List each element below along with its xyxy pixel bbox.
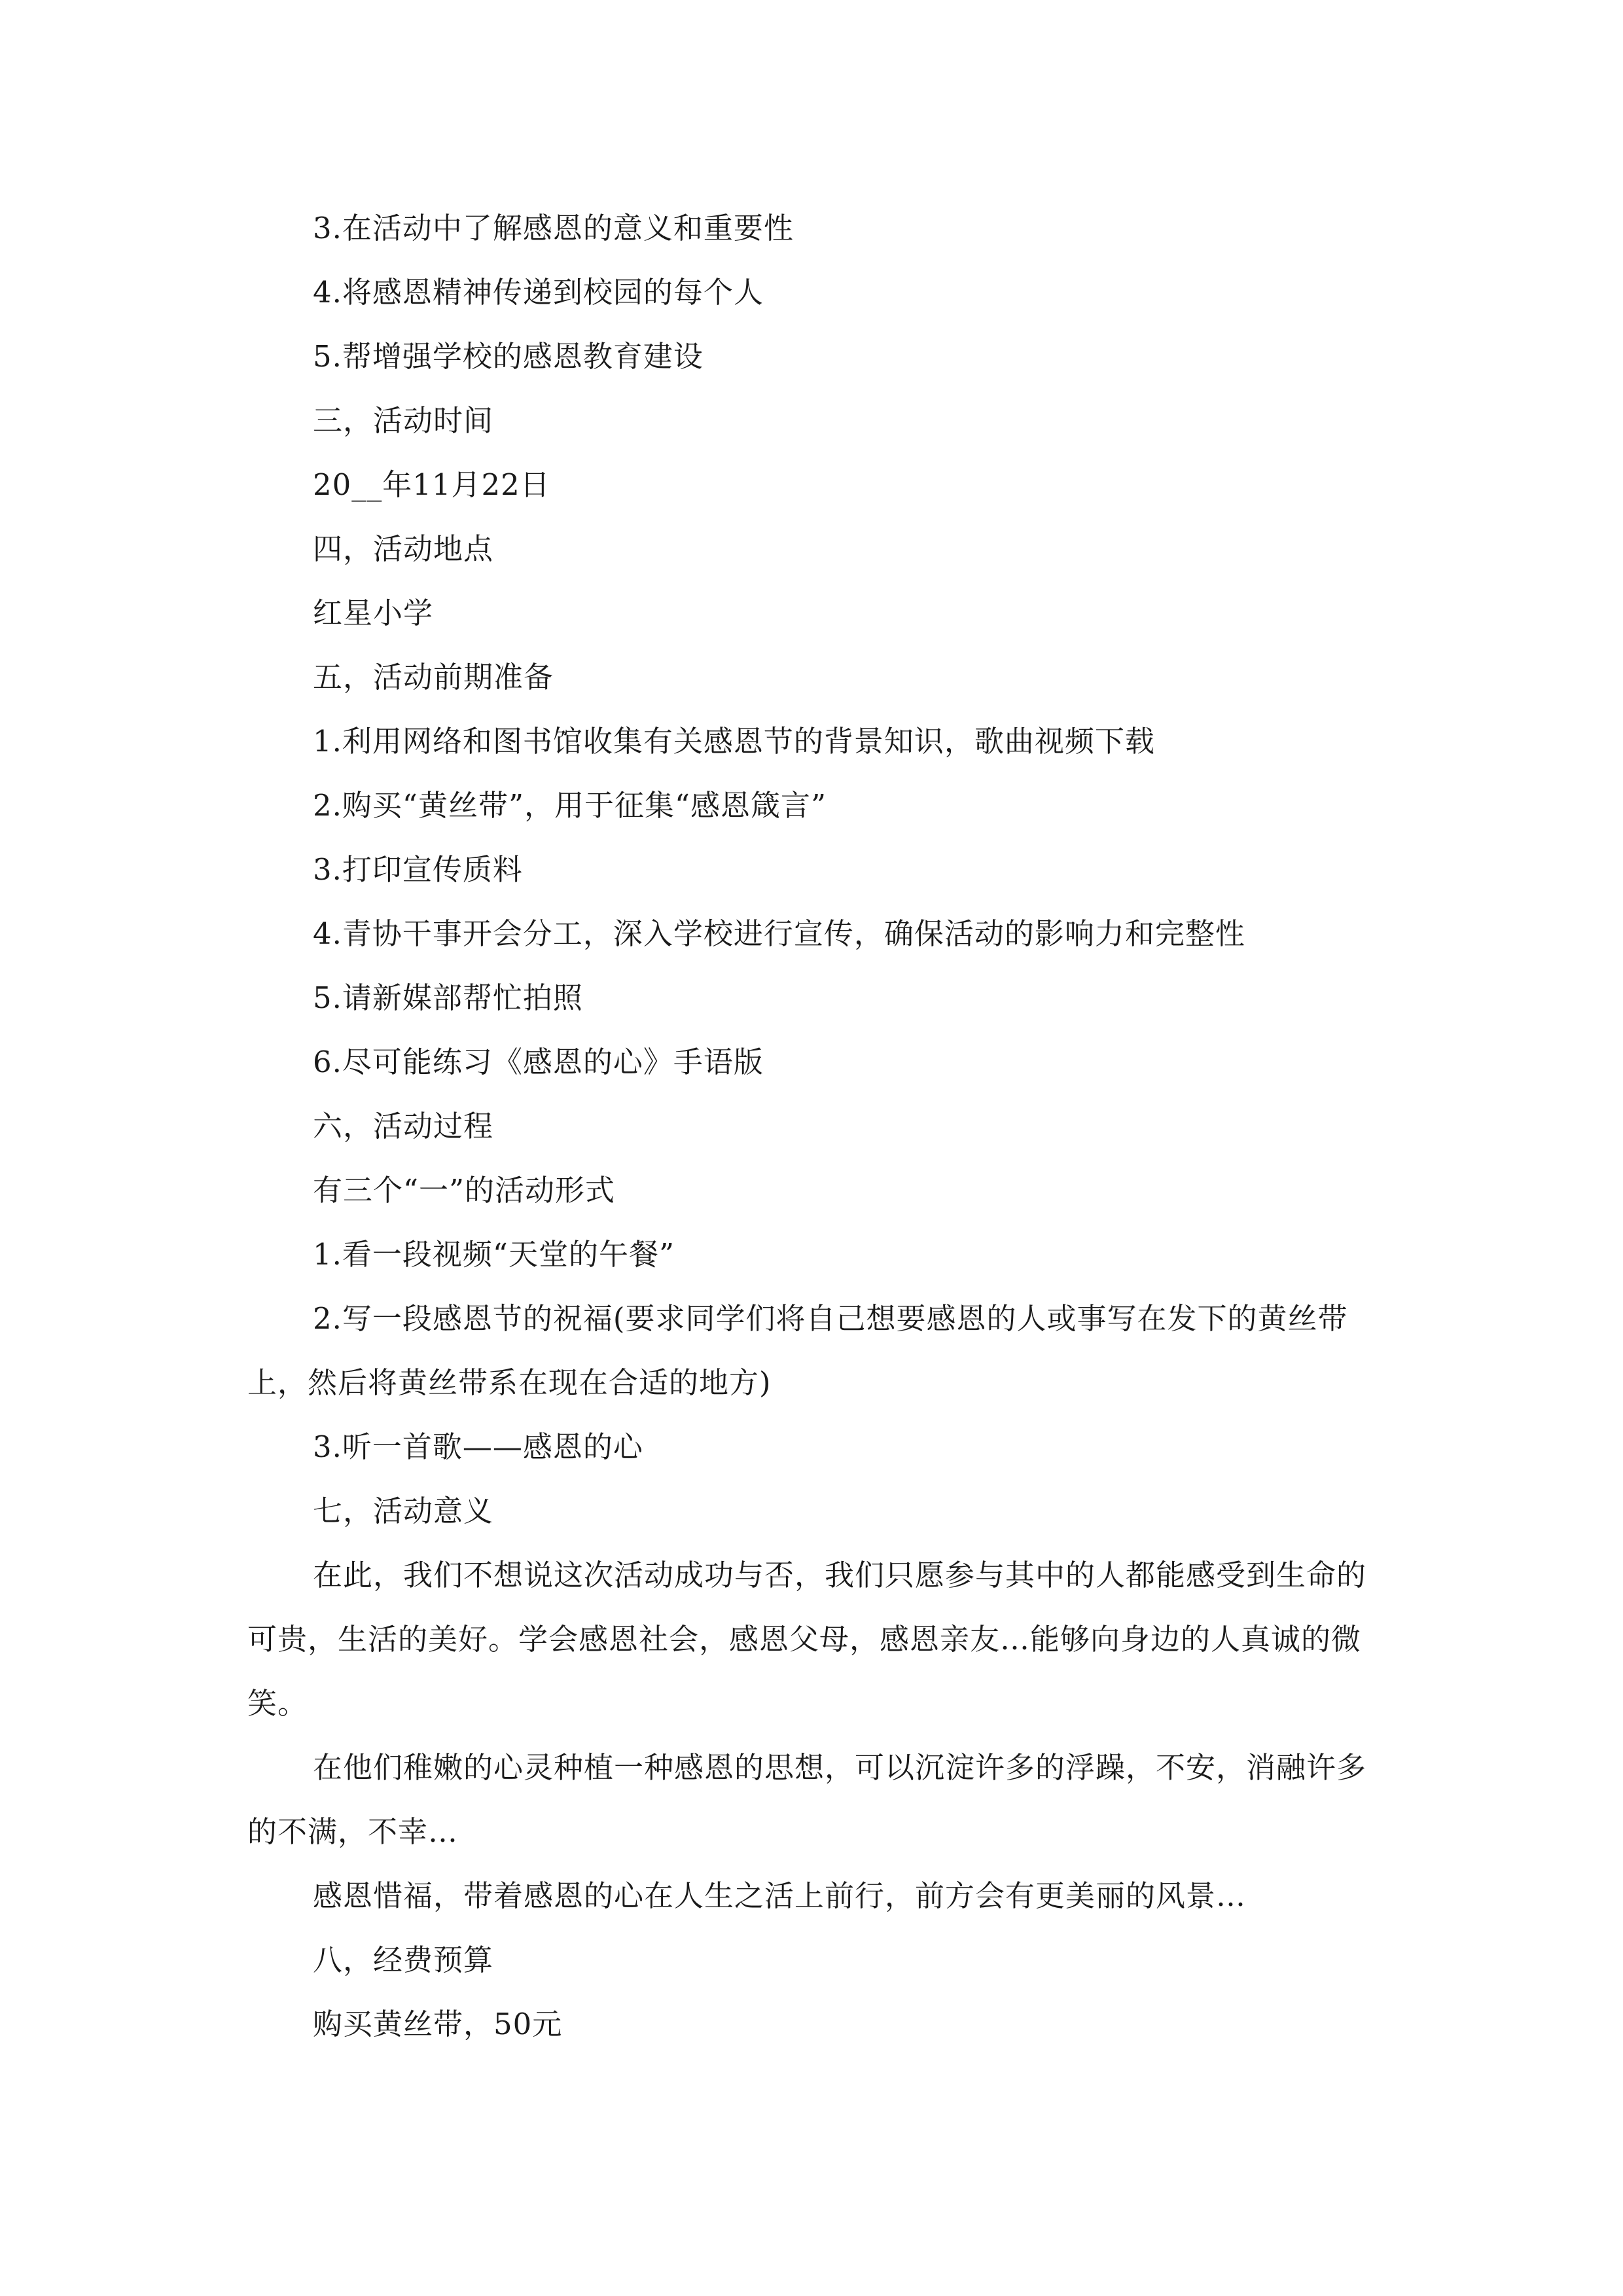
paragraph-significance-3: 感恩惜福，带着感恩的心在人生之活上前行，前方会有更美丽的风景… (313, 1878, 1247, 1913)
paragraph-location: 红星小学 (313, 596, 434, 630)
section-heading-time: 三，活动时间 (313, 403, 494, 438)
paragraph-objective-5: 5.帮增强学校的感恩教育建设 (313, 339, 704, 374)
document-body (247, 196, 1383, 2056)
paragraph-process-2: 2.写一段感恩节的祝福(要求同学们将自己想要感恩的人或事写在发下的黄丝带上，然后将黄丝带系在现在合适的地方) (247, 1301, 1348, 1400)
paragraph-process-3: 3.听一首歌——感恩的心 (313, 1429, 643, 1464)
paragraph-prep-4: 4.青协干事开会分工，深入学校进行宣传，确保活动的影响力和完整性 (313, 916, 1245, 951)
paragraph-objective-4: 4.将感恩精神传递到校园的每个人 (313, 275, 764, 310)
paragraph-date: 20__年11月22日 (313, 467, 550, 502)
paragraph-process-intro: 有三个“一”的活动形式 (313, 1173, 616, 1208)
paragraph-prep-5: 5.请新媒部帮忙拍照 (313, 980, 583, 1015)
paragraph-significance-2: 在他们稚嫩的心灵种植一种感恩的思想，可以沉淀许多的浮躁，不安，消融许多的不满，不幸… (247, 1750, 1367, 1849)
paragraph-prep-2: 2.购买“黄丝带”，用于征集“感恩箴言” (313, 788, 827, 823)
section-heading-process: 六，活动过程 (313, 1109, 494, 1143)
paragraph-process-1: 1.看一段视频“天堂的午餐” (313, 1237, 675, 1272)
paragraph-prep-3: 3.打印宣传质料 (313, 852, 523, 887)
paragraph-prep-6: 6.尽可能练习《感恩的心》手语版 (313, 1045, 764, 1079)
section-heading-budget: 八，经费预算 (313, 1943, 494, 1977)
paragraph-significance-1: 在此，我们不想说这次活动成功与否，我们只愿参与其中的人都能感受到生命的可贵，生活的美好。学会感恩社会，感恩父母，感恩亲友…能够向身边的人真诚的微笑。 (247, 1558, 1367, 1721)
section-heading-location: 四，活动地点 (313, 531, 494, 566)
paragraph-budget-item: 购买黄丝带，50元 (313, 2007, 563, 2041)
paragraph-objective-3: 3.在活动中了解感恩的意义和重要性 (313, 211, 794, 245)
paragraph-prep-1: 1.利用网络和图书馆收集有关感恩节的背景知识，歌曲视频下载 (313, 724, 1155, 759)
section-heading-preparation: 五，活动前期准备 (313, 660, 554, 694)
section-heading-significance: 七，活动意义 (313, 1494, 494, 1528)
